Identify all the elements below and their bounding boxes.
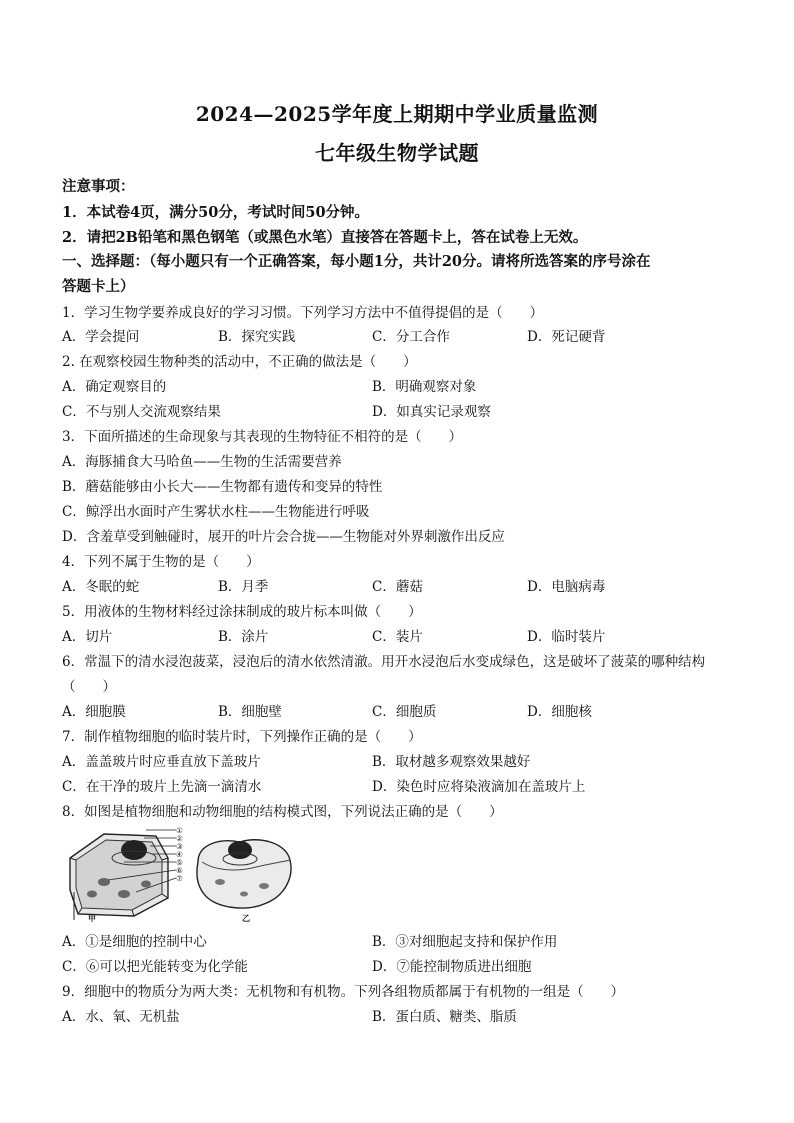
q5-option-b: B．涂片 [218, 629, 269, 645]
q3-option-d: D．含羞草受到触碰时，展开的叶片会合拢——生物能对外界刺激作出反应 [62, 529, 505, 545]
diagram-label-6: ⑥ [176, 866, 183, 875]
diagram-caption-right: 乙 [242, 914, 250, 922]
q8-option-c: C．⑥可以把光能转变为化学能 [62, 959, 248, 975]
q5-option-a: A．切片 [62, 629, 113, 645]
q7-option-a: A．盖盖玻片时应垂直放下盖玻片 [62, 754, 261, 770]
question-8-stem: 8．如图是植物细胞和动物细胞的结构模式图，下列说法正确的是（ ） [62, 804, 503, 820]
notes-item-2: 2．请把2B铅笔和黑色钢笔（或黑色水笔）直接答在答题卡上，答在试卷上无效。 [62, 229, 588, 246]
exam-title: 2024—2025学年度上期期中学业质量监测 [195, 102, 599, 126]
diagram-label-1: ① [176, 826, 183, 835]
q8-option-a: A．①是细胞的控制中心 [62, 934, 207, 950]
animal-cell-illustration [197, 840, 291, 908]
diagram-label-2: ② [176, 834, 183, 843]
exam-subtitle: 七年级生物学试题 [315, 141, 479, 165]
question-6-stem: 6．常温下的清水浸泡菠菜，浸泡后的清水依然清澈。用开水浸泡后水变成绿色，这是破坏了菠菜的哪种结构 [62, 654, 706, 670]
section-heading-cont: 答题卡上） [62, 278, 135, 295]
question-2-stem: 2. 在观察校园生物种类的活动中，不正确的做法是（ ） [62, 354, 417, 370]
q1-option-c: C．分工合作 [372, 329, 450, 345]
q2-option-a: A．确定观察目的 [62, 379, 167, 395]
diagram-label-3: ③ [176, 842, 183, 851]
q5-option-c: C．装片 [372, 629, 423, 645]
q9-option-a: A．水、氧、无机盐 [62, 1009, 180, 1025]
question-1-stem: 1．学习生物学要养成良好的学习习惯。下列学习方法中不值得提倡的是（ ） [62, 305, 544, 321]
q6-option-a: A．细胞膜 [62, 704, 126, 720]
q1-option-b: B．探究实践 [218, 329, 296, 345]
section-heading: 一、选择题：（每小题只有一个正确答案，每小题1分，共计20分。请将所选答案的序号涂在 [62, 253, 651, 270]
q2-option-c: C．不与别人交流观察结果 [62, 404, 221, 420]
q1-option-d: D．死记硬背 [527, 329, 606, 345]
cell-diagram [64, 822, 294, 922]
diagram-label-4: ④ [176, 850, 183, 859]
notes-heading: 注意事项： [62, 178, 135, 195]
q2-option-d: D．如真实记录观察 [372, 404, 491, 420]
question-4-stem: 4．下列不属于生物的是（ ） [62, 554, 260, 570]
q7-option-d: D．染色时应将染液滴加在盖玻片上 [372, 779, 586, 795]
q4-option-d: D．电脑病毒 [527, 579, 606, 595]
q4-option-c: C．蘑菇 [372, 579, 423, 595]
diagram-label-5: ⑤ [176, 858, 183, 867]
q3-option-b: B．蘑菇能够由小长大——生物都有遗传和变异的特性 [62, 479, 383, 495]
notes-item-1: 1．本试卷4页，满分50分，考试时间50分钟。 [62, 204, 370, 221]
q8-option-d: D．⑦能控制物质进出细胞 [372, 959, 532, 975]
q7-option-c: C．在干净的玻片上先滴一滴清水 [62, 779, 262, 795]
q4-option-a: A．冬眠的蛇 [62, 579, 140, 595]
q6-option-c: C．细胞质 [372, 704, 437, 720]
q1-option-a: A．学会提问 [62, 329, 140, 345]
q3-option-c: C．鲸浮出水面时产生雾状水柱——生物能进行呼吸 [62, 504, 370, 520]
diagram-caption-left: 甲 [88, 914, 96, 922]
q9-option-b: B．蛋白质、糖类、脂质 [372, 1009, 517, 1025]
question-9-stem: 9．细胞中的物质分为两大类：无机物和有机物。下列各组物质都属于有机物的一组是（ ） [62, 984, 625, 1000]
question-3-stem: 3．下面所描述的生命现象与其表现的生物特征不相符的是（ ） [62, 429, 463, 445]
q2-option-b: B．明确观察对象 [372, 379, 477, 395]
plant-cell-illustration [70, 834, 168, 920]
q6-option-d: D．细胞核 [527, 704, 592, 720]
question-6-stem-cont: （ ） [62, 679, 116, 695]
q8-option-b: B．③对细胞起支持和保护作用 [372, 934, 558, 950]
q7-option-b: B．取材越多观察效果越好 [372, 754, 531, 770]
q5-option-d: D．临时装片 [527, 629, 606, 645]
diagram-label-7: ⑦ [176, 874, 183, 883]
q4-option-b: B．月季 [218, 579, 269, 595]
q6-option-b: B．细胞壁 [218, 704, 282, 720]
q3-option-a: A．海豚捕食大马哈鱼——生物的生活需要营养 [62, 454, 342, 470]
question-7-stem: 7．制作植物细胞的临时装片时，下列操作正确的是（ ） [62, 729, 422, 745]
question-5-stem: 5．用液体的生物材料经过涂抹制成的玻片标本叫做（ ） [62, 604, 422, 620]
